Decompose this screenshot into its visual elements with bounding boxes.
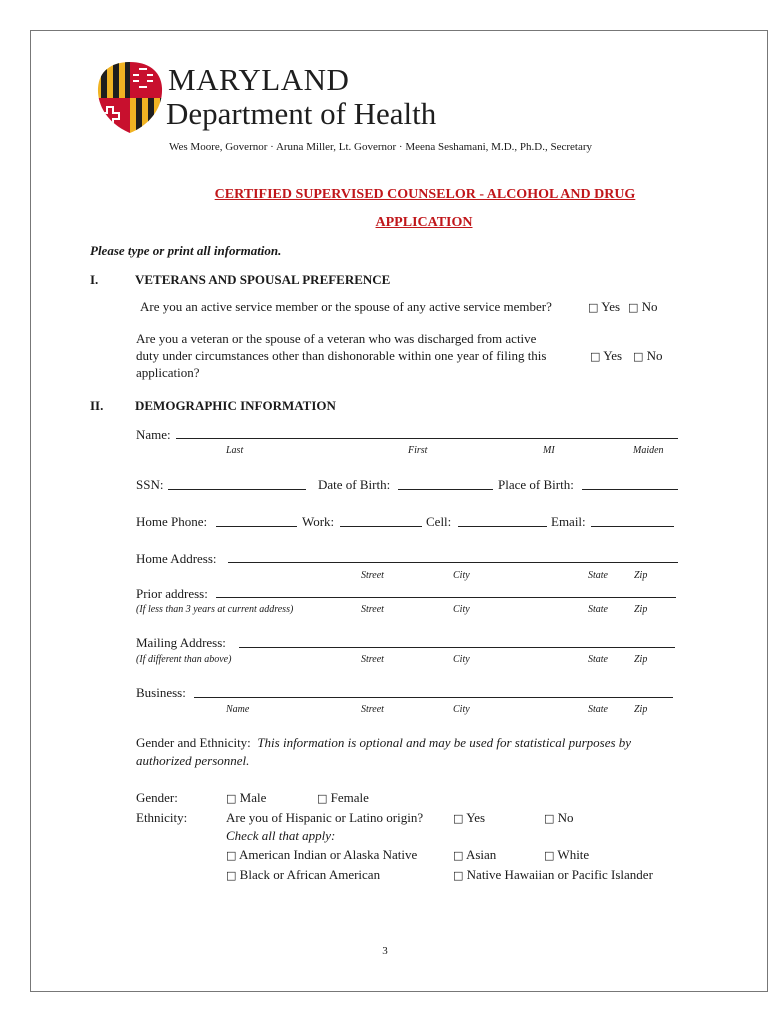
gender-ethnicity-note-line2: authorized personnel. xyxy=(136,753,250,768)
form-subtitle: APPLICATION xyxy=(375,215,473,230)
cell-label: Cell: xyxy=(426,514,452,529)
home-phone-field[interactable] xyxy=(216,526,297,527)
mailing-state-caption: State xyxy=(588,654,608,665)
gender-label: Gender: xyxy=(136,790,178,805)
name-field[interactable] xyxy=(176,438,678,439)
q2-text-line3: application? xyxy=(136,365,200,380)
check-all-instruction: Check all that apply: xyxy=(226,828,336,843)
pob-field[interactable] xyxy=(582,489,678,490)
prior-city-caption: City xyxy=(453,604,470,615)
race-black-option[interactable]: □ Black or African American xyxy=(226,867,381,882)
work-phone-field[interactable] xyxy=(340,526,422,527)
race-white-option[interactable]: □ White xyxy=(544,847,590,862)
home-zip-caption: Zip xyxy=(634,570,648,581)
q1-yes-option[interactable]: □ Yes xyxy=(588,299,621,314)
page-number: 3 xyxy=(382,945,388,957)
checkbox-icon: □ xyxy=(453,849,464,862)
q2-yes-option[interactable]: □ Yes xyxy=(590,348,623,363)
ssn-label: SSN: xyxy=(136,477,164,492)
ssn-field[interactable] xyxy=(168,489,306,490)
checkbox-icon: □ xyxy=(544,849,555,862)
org-name-line2: Department of Health xyxy=(166,96,437,131)
dob-label: Date of Birth: xyxy=(318,477,391,492)
section1-numeral: I. xyxy=(90,272,99,287)
gender-ethnicity-note: This information is optional and may be used for statistical purposes by xyxy=(257,735,632,750)
name-first-caption: First xyxy=(408,445,428,456)
business-street-caption: Street xyxy=(361,704,384,715)
checkbox-icon: □ xyxy=(590,350,601,363)
name-last-caption: Last xyxy=(226,445,244,456)
business-state-caption: State xyxy=(588,704,608,715)
checkbox-icon: □ xyxy=(453,812,464,825)
hispanic-question: Are you of Hispanic or Latino origin? xyxy=(226,810,424,825)
mailing-street-caption: Street xyxy=(361,654,384,665)
email-field[interactable] xyxy=(591,526,674,527)
hispanic-no-option[interactable]: □ No xyxy=(544,810,574,825)
dob-field[interactable] xyxy=(398,489,493,490)
checkbox-icon: □ xyxy=(226,849,237,862)
org-name-line1: MARYLAND xyxy=(168,62,350,97)
gender-ethnicity-label: Gender and Ethnicity: This information is optional and may be used for statistical purposes by xyxy=(136,735,632,750)
race-native-hawaiian-option[interactable]: □ Native Hawaiian or Pacific Islander xyxy=(453,867,653,882)
mailing-address-field[interactable] xyxy=(239,647,675,648)
prior-zip-caption: Zip xyxy=(634,604,648,615)
checkbox-icon: □ xyxy=(226,792,237,805)
prior-address-note: (If less than 3 years at current address) xyxy=(136,604,294,615)
prior-address-label: Prior address: xyxy=(136,586,208,601)
section2-numeral: II. xyxy=(90,398,104,413)
checkbox-icon: □ xyxy=(317,792,328,805)
prior-state-caption: State xyxy=(588,604,608,615)
email-label: Email: xyxy=(551,514,586,529)
hispanic-yes-option[interactable]: □ Yes xyxy=(453,810,486,825)
checkbox-icon: □ xyxy=(633,350,644,363)
q1-text: Are you an active service member or the spouse of any active service member? xyxy=(140,299,552,314)
business-name-caption: Name xyxy=(226,704,250,715)
business-field[interactable] xyxy=(194,697,673,698)
maryland-flag-logo-icon xyxy=(95,60,165,136)
q2-text-line2: duty under circumstances other than dishonorable within one year of filing this xyxy=(136,348,547,363)
race-american-indian-option[interactable]: □ American Indian or Alaska Native xyxy=(226,847,418,862)
ethnicity-label: Ethnicity: xyxy=(136,810,188,825)
home-phone-label: Home Phone: xyxy=(136,514,208,529)
gender-male-option[interactable]: □ Male xyxy=(226,790,267,805)
home-address-field[interactable] xyxy=(228,562,678,563)
home-street-caption: Street xyxy=(361,570,384,581)
checkbox-icon: □ xyxy=(628,301,639,314)
checkbox-icon: □ xyxy=(453,869,464,882)
checkbox-icon: □ xyxy=(544,812,555,825)
mailing-zip-caption: Zip xyxy=(634,654,648,665)
prior-address-field[interactable] xyxy=(216,597,676,598)
officials-line: Wes Moore, Governor · Aruna Miller, Lt. Governor · Meena Seshamani, M.D., Ph.D., Secretary xyxy=(169,141,592,153)
race-asian-option[interactable]: □ Asian xyxy=(453,847,497,862)
section2-heading: DEMOGRAPHIC INFORMATION xyxy=(135,398,336,413)
name-maiden-caption: Maiden xyxy=(633,445,664,456)
q2-text-line1: Are you a veteran or the spouse of a veteran who was discharged from active xyxy=(136,331,537,346)
home-address-label: Home Address: xyxy=(136,551,217,566)
mailing-address-label: Mailing Address: xyxy=(136,635,226,650)
home-state-caption: State xyxy=(588,570,608,581)
pob-label: Place of Birth: xyxy=(498,477,574,492)
business-label: Business: xyxy=(136,685,186,700)
cell-phone-field[interactable] xyxy=(458,526,547,527)
q2-no-option[interactable]: □ No xyxy=(633,348,663,363)
instructions: Please type or print all information. xyxy=(90,243,282,258)
section1-heading: VETERANS AND SPOUSAL PREFERENCE xyxy=(135,272,391,287)
q1-no-option[interactable]: □ No xyxy=(628,299,658,314)
gender-female-option[interactable]: □ Female xyxy=(317,790,369,805)
form-title: CERTIFIED SUPERVISED COUNSELOR - ALCOHOL AND DRUG xyxy=(214,187,636,202)
mailing-city-caption: City xyxy=(453,654,470,665)
name-mi-caption: MI xyxy=(543,445,555,456)
business-city-caption: City xyxy=(453,704,470,715)
name-label: Name: xyxy=(136,427,171,442)
business-zip-caption: Zip xyxy=(634,704,648,715)
work-label: Work: xyxy=(302,514,335,529)
checkbox-icon: □ xyxy=(588,301,599,314)
home-city-caption: City xyxy=(453,570,470,581)
prior-street-caption: Street xyxy=(361,604,384,615)
checkbox-icon: □ xyxy=(226,869,237,882)
mailing-address-note: (If different than above) xyxy=(136,654,232,665)
